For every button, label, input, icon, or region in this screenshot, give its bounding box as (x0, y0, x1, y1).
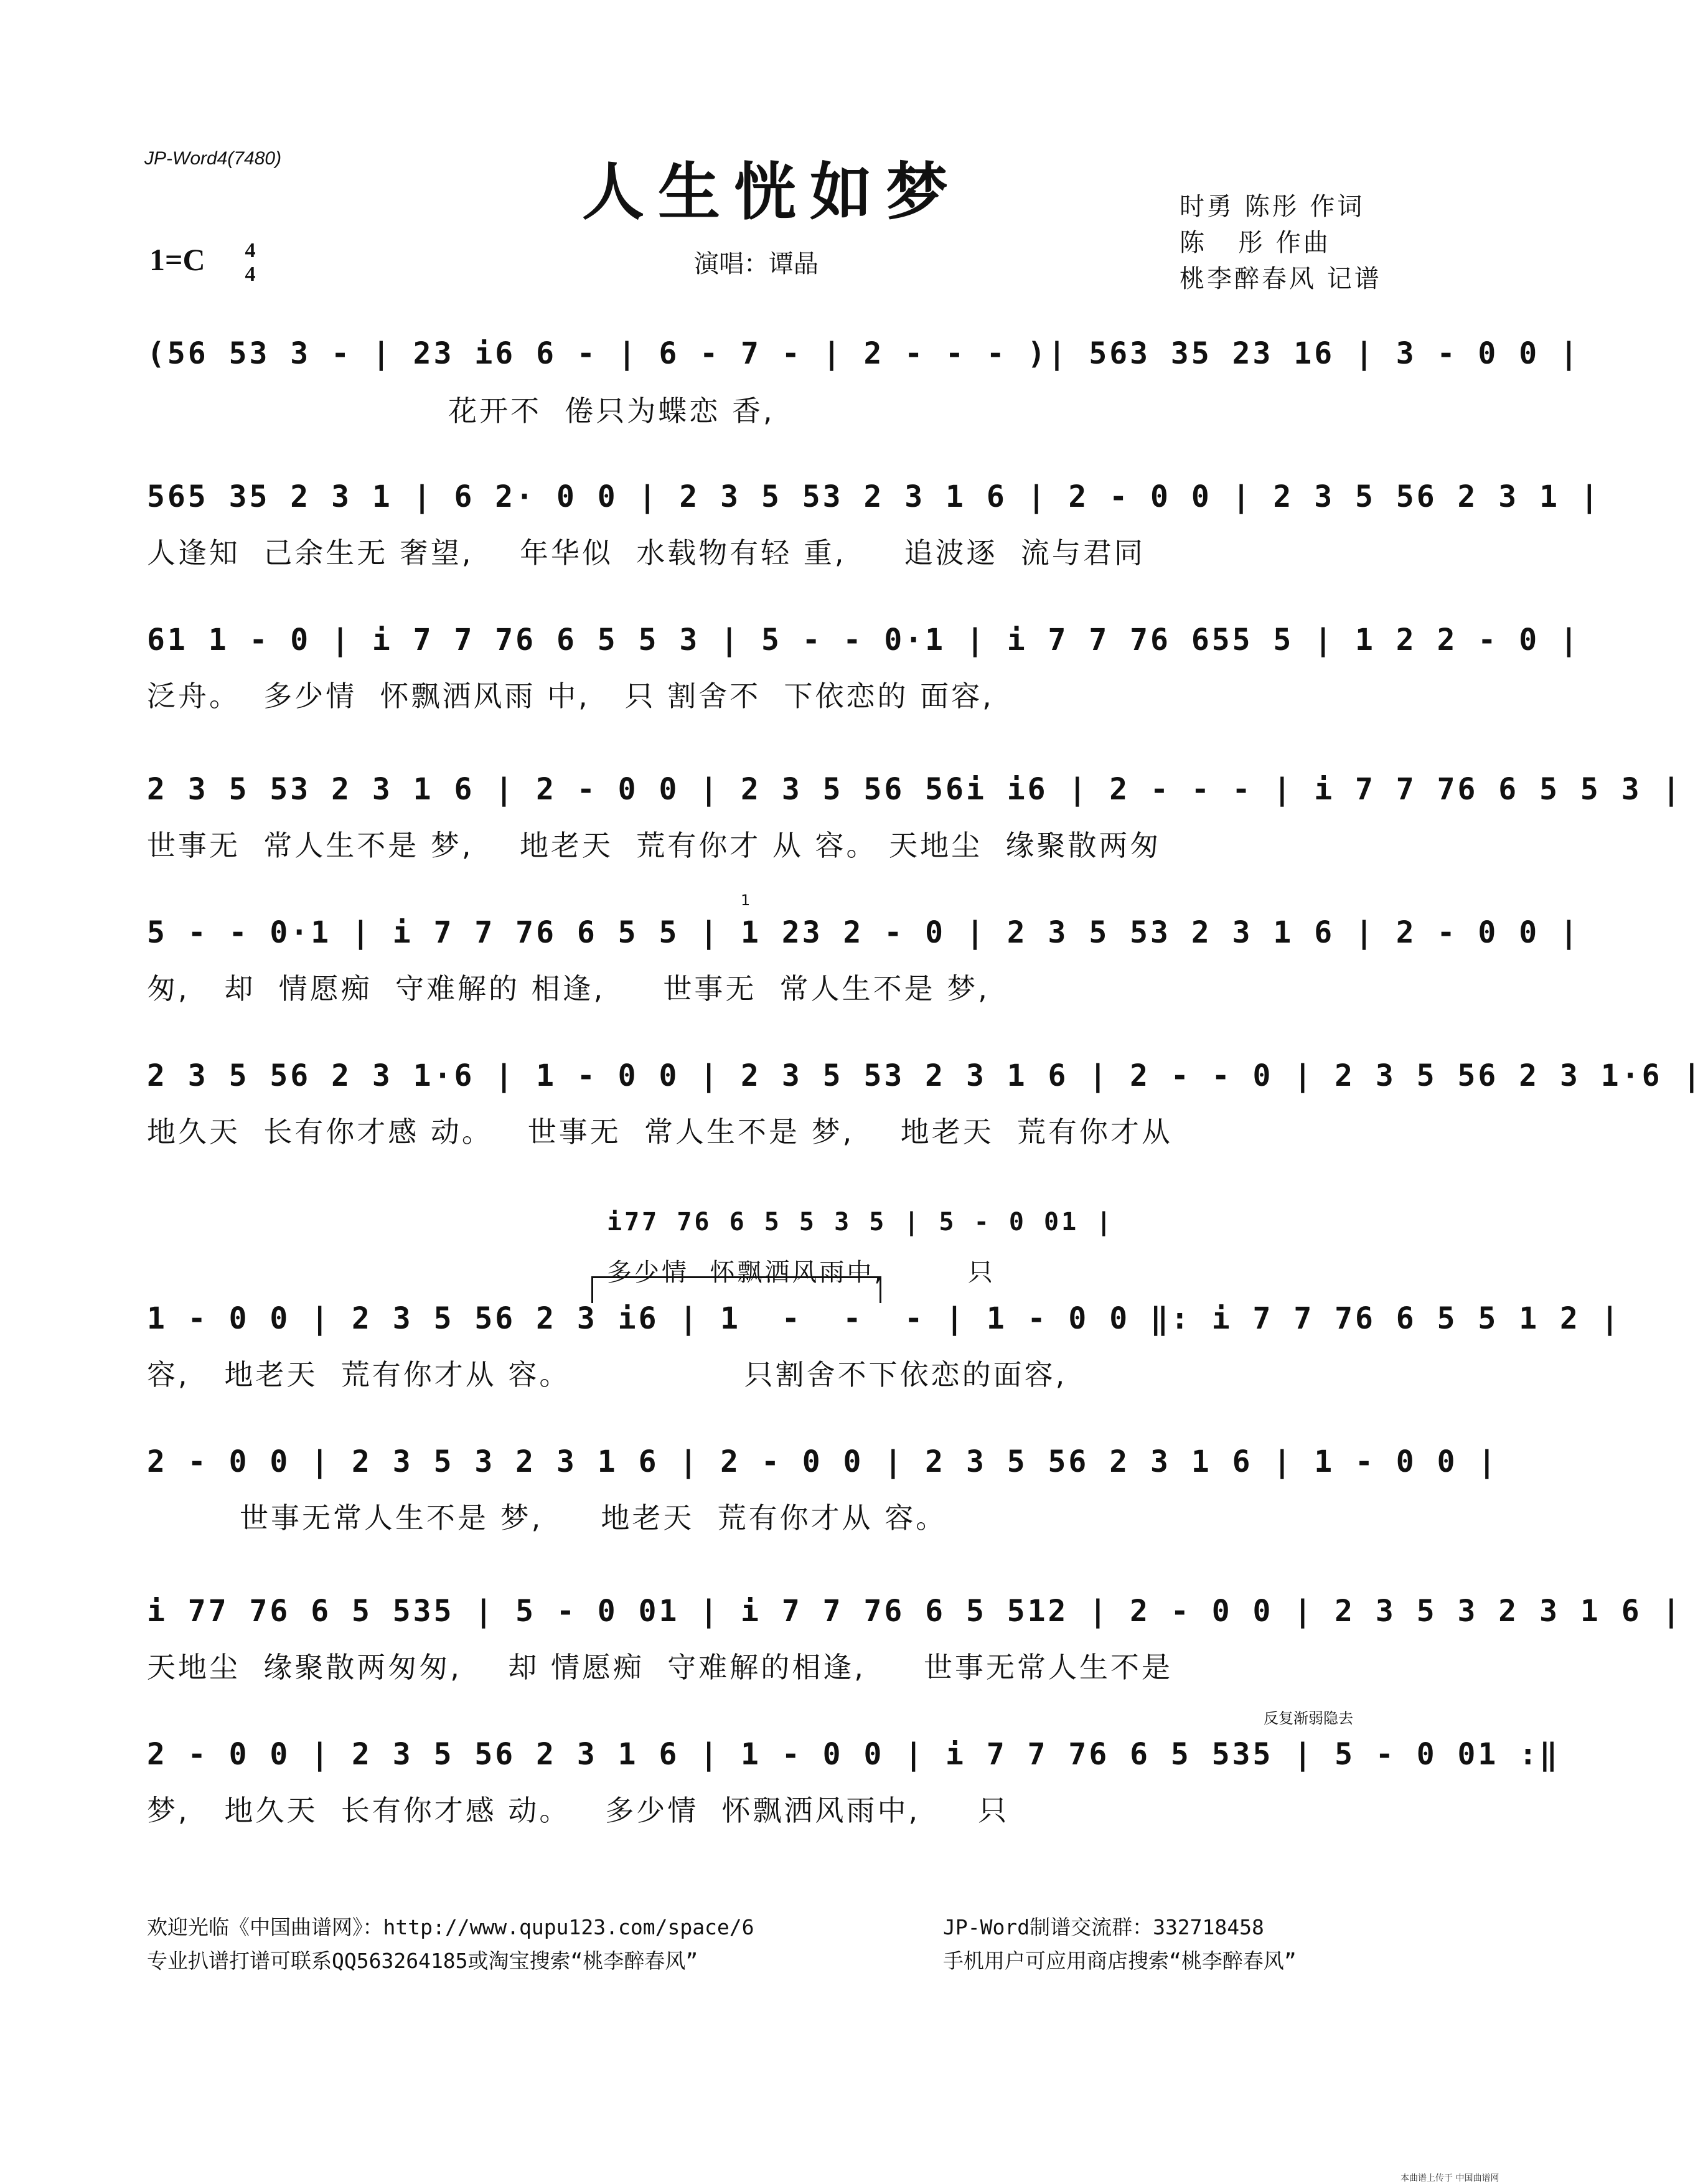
score-notes-row-7: 1 - 0 0 | 2 3 5 56 2 3 i6 | 1 - - - | 1 - 0 0 ‖: i 7 7 76 6 5 5 1 2 | (147, 1301, 1621, 1336)
singer-credit: 演唱：谭晶 (694, 250, 819, 278)
corner-note: 本曲谱上传于 中国曲谱网 (1400, 2173, 1499, 2183)
volta-notes: i77 76 6 5 5 3 5 | 5 - 0 01 | (607, 1208, 1114, 1236)
composer-credit: 陈 彤 作曲 (1180, 228, 1331, 257)
score-notes-row-3: 61 1 - 0 | i 7 7 76 6 5 5 3 | 5 - - 0·1 | i 7 7 76 655 5 | 1 2 2 - 0 | (147, 623, 1580, 657)
time-signature (238, 239, 263, 286)
lyricist-credit: 时勇 陈彤 作词 (1180, 192, 1365, 221)
score-notes-row-5: 5 - - 0·1 | i 7 7 76 6 5 5 | 1 23 2 - 0 | 2 3 5 53 2 3 1 6 | 2 - 0 0 | (147, 915, 1580, 950)
score-lyrics-row-5: 匆, 却 情愿痴 守难解的 相逢, 世事无 常人生不是 梦, (147, 972, 990, 1005)
score-lyrics-row-4: 世事无 常人生不是 梦, 地老天 荒有你才 从 容。 天地尘 缘聚散两匆 (147, 829, 1161, 862)
score-lyrics-row-7: 容, 地老天 荒有你才从 容。 只割舍不下依恋的面容, (147, 1358, 1067, 1391)
footer-site-line: 欢迎光临《中国曲谱网》：http://www.qupu123.com/space/6 (147, 1915, 754, 1939)
footer-contact-line: 专业扒谱打谱可联系QQ563264185或淘宝搜索“桃李醉春风” (147, 1949, 698, 1973)
score-lyrics-row-2: 人逢知 己余生无 奢望, 年华似 水载物有轻 重, 追波逐 流与君同 (147, 536, 1145, 570)
key-signature: 1=C (149, 242, 205, 277)
score-lyrics-row-8: 世事无常人生不是 梦, 地老天 荒有你才从 容。 (147, 1501, 947, 1535)
score-notes-row-6: 2 3 5 56 2 3 1·6 | 1 - 0 0 | 2 3 5 53 2 3 1 6 | 2 - - 0 | 2 3 5 56 2 3 1·6 | (147, 1058, 1703, 1093)
score-lyrics-row-10: 梦, 地久天 长有你才感 动。 多少情 怀飘洒风雨中, 只 (147, 1794, 1010, 1827)
source-label: JP-Word4(7480) (144, 148, 282, 169)
transcriber-credit: 桃李醉春风 记谱 (1180, 265, 1382, 293)
score-notes-row-9: i 77 76 6 5 535 | 5 - 0 01 | i 7 7 76 6 5 512 | 2 - 0 0 | 2 3 5 3 2 3 1 6 | (147, 1594, 1683, 1629)
score-lyrics-row-3: 泛舟。 多少情 怀飘洒风雨 中, 只 割舍不 下依恋的 面容, (147, 679, 994, 713)
score-lyrics-row-1: 花开不 倦只为蝶恋 香, (147, 394, 775, 428)
performance-note: 反复渐弱隐去 (1264, 1710, 1353, 1727)
meter-top: 4 (245, 239, 256, 262)
meter-bottom: 4 (245, 263, 256, 286)
score-notes-row-2: 565 35 2 3 1 | 6 2· 0 0 | 2 3 5 53 2 3 1 6 | 2 - 0 0 | 2 3 5 56 2 3 1 | (147, 479, 1601, 514)
grace-note: 1 (741, 892, 751, 909)
footer-group-line: JP-Word制谱交流群：332718458 (943, 1915, 1264, 1939)
page-title: 人生恍如梦 (582, 155, 962, 228)
volta-lyrics: 多少情 怀飘洒风雨中, 只 (607, 1258, 995, 1287)
score-lyrics-row-9: 天地尘 缘聚散两匆匆, 却 情愿痴 守难解的相逢, 世事无常人生不是 (147, 1650, 1173, 1684)
footer-app-line: 手机用户可应用商店搜索“桃李醉春风” (943, 1949, 1297, 1973)
score-notes-row-1: (56 53 3 - | 23 i6 6 - | 6 - 7 - | 2 - - - )| 563 35 23 16 | 3 - 0 0 | (147, 336, 1580, 371)
score-notes-row-8: 2 - 0 0 | 2 3 5 3 2 3 1 6 | 2 - 0 0 | 2 3 5 56 2 3 1 6 | 1 - 0 0 | (147, 1444, 1499, 1479)
score-notes-row-10: 2 - 0 0 | 2 3 5 56 2 3 1 6 | 1 - 0 0 | i 7 7 76 6 5 535 | 5 - 0 01 :‖ (147, 1737, 1560, 1772)
score-lyrics-row-6: 地久天 长有你才感 动。 世事无 常人生不是 梦, 地老天 荒有你才从 (147, 1115, 1173, 1149)
score-notes-row-4: 2 3 5 53 2 3 1 6 | 2 - 0 0 | 2 3 5 56 56i i6 | 2 - - - | i 7 7 76 6 5 5 3 | (147, 772, 1683, 807)
